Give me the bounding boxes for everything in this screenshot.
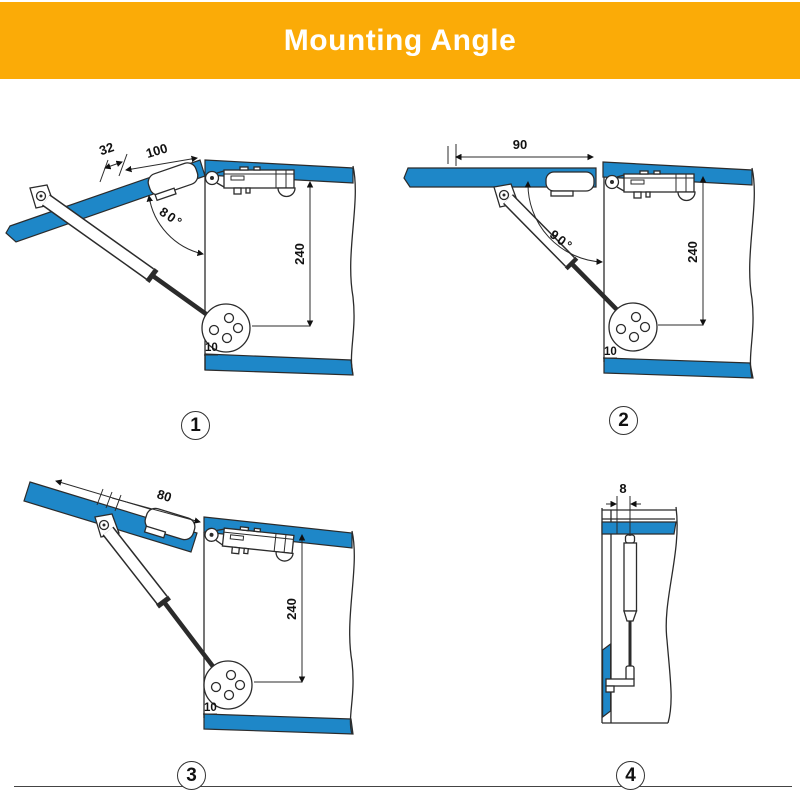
mounting-plate xyxy=(609,303,657,351)
diagram-number: 1 xyxy=(190,414,201,436)
diagram-2-number-badge xyxy=(609,406,638,435)
gas-strut xyxy=(30,185,224,328)
dim-line-lid-inset xyxy=(105,162,122,168)
cabinet-break-line xyxy=(750,168,755,378)
ext-tick xyxy=(119,154,127,176)
page-title: Mounting Angle xyxy=(283,23,517,57)
cabinet-bottom-panel xyxy=(205,354,353,375)
dim-label-lid-length: 100 xyxy=(144,140,170,162)
diagram-4-number-badge xyxy=(616,761,645,790)
dim-label-lid-length: 90 xyxy=(512,137,528,152)
dim-label-edge-gap: 8 xyxy=(619,481,627,496)
ext-tick xyxy=(100,160,108,182)
diagram-number: 2 xyxy=(618,409,629,431)
diagram-3-lid-over-open xyxy=(0,460,400,800)
diagram-number: 4 xyxy=(625,764,636,786)
diagram-number: 3 xyxy=(186,764,197,786)
dim-label-lid-length: 80 xyxy=(155,486,174,505)
dim-label-depth: 240 xyxy=(284,598,299,620)
strut-taper xyxy=(624,611,637,621)
diagram-1-lid-open-80 xyxy=(0,130,400,450)
panel-break-line xyxy=(666,507,677,723)
l-bracket-foot xyxy=(606,686,614,692)
diagram-3-number-badge xyxy=(177,761,206,790)
diagram-1-number-badge xyxy=(181,411,210,440)
diagram-4-closed-side-view xyxy=(400,460,800,800)
cabinet-bottom-panel xyxy=(204,714,353,734)
cabinet-top-band xyxy=(602,522,676,534)
cabinet-bottom-panel xyxy=(604,358,753,378)
cabinet-break-line xyxy=(351,166,356,375)
ext-tick xyxy=(97,489,103,505)
dim-label-bottom-offset: 10 xyxy=(204,702,217,714)
strut-end-cap xyxy=(626,535,635,543)
dim-label-bottom-offset: 10 xyxy=(205,342,218,354)
l-bracket-arm xyxy=(606,679,634,686)
dim-label-bottom-offset: 10 xyxy=(604,346,617,358)
bottom-divider xyxy=(14,786,792,787)
cabinet-break-line xyxy=(350,531,355,734)
strut-rod xyxy=(164,602,221,677)
strut-cylinder xyxy=(624,543,637,611)
angle-label: 90° xyxy=(546,226,577,255)
gas-strut xyxy=(494,184,631,324)
dim-label-lid-inset: 32 xyxy=(97,139,116,159)
angle-label: 80° xyxy=(156,203,187,231)
hinge-cup xyxy=(546,172,594,196)
dim-label-depth: 240 xyxy=(292,243,307,265)
diagram-2-lid-open-90 xyxy=(400,130,800,450)
dim-label-depth: 240 xyxy=(685,241,700,263)
hinge-cup xyxy=(146,160,202,201)
title-banner xyxy=(0,2,800,79)
